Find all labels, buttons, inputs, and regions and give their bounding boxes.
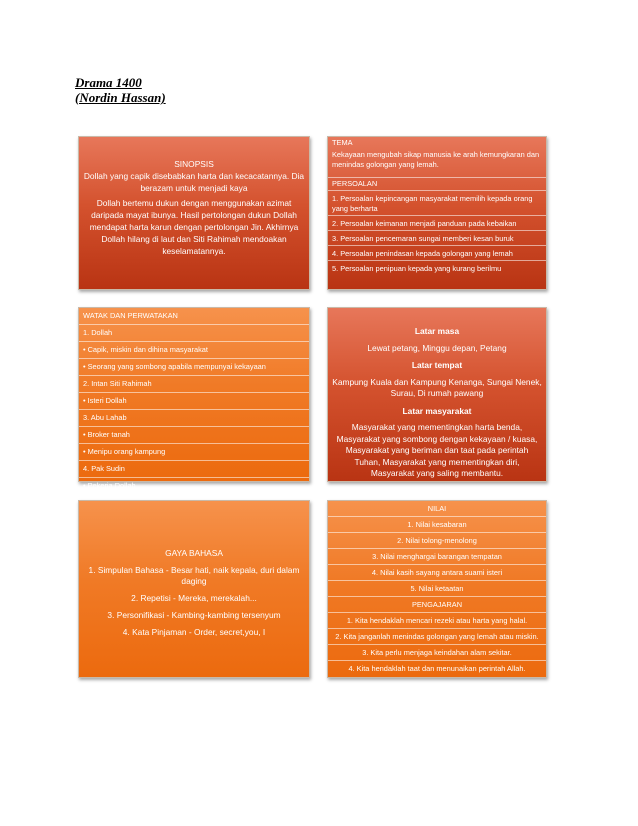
- watak-item: 3. Abu Lahab: [79, 409, 309, 426]
- gaya-bahasa-item: 2. Repetisi - Mereka, merekalah...: [131, 593, 257, 603]
- gaya-bahasa-heading: GAYA BAHASA: [165, 548, 223, 558]
- sinopsis-paragraph-2: Dollah bertemu dukun dengan menggunakan azimat daripada mayat ibunya. Hasil pertolongan dukun Dollah mendapat harta karun dengan pertolongan Jin. Akhirnya Dollah hilang di laut dan Siti Rahimah mendoakan keselamatannya.: [89, 198, 299, 256]
- latar-masa-heading: Latar masa: [414, 326, 460, 336]
- watak-card: [78, 307, 310, 490]
- watak-item: 1. Dollah: [79, 324, 309, 341]
- sinopsis-paragraph-1: Dollah yang capik disebabkan harta dan kecacatannya. Dia berazam untuk menjadi kaya: [83, 171, 305, 193]
- watak-item: 2. Intan Siti Rahimah: [79, 375, 309, 392]
- watak-item: • Pekerja Dollah: [79, 477, 309, 494]
- sinopsis-heading: SINOPSIS: [174, 159, 214, 169]
- watak-heading: WATAK DAN PERWATAKAN: [83, 311, 178, 320]
- watak-item: • Menipu orang kampung: [79, 443, 309, 460]
- gaya-bahasa-item: 4. Kata Pinjaman - Order, secret,you, I: [122, 627, 266, 637]
- persoalan-item: 1. Persoalan kepincangan masyarakat memilih kepada orang yang berharta: [328, 190, 546, 215]
- nilai-item: 1. Nilai kesabaran: [328, 516, 546, 532]
- watak-item: 4. Pak Sudin: [79, 460, 309, 477]
- document-title-block: [75, 75, 166, 105]
- persoalan-item: 5. Persoalan penipuan kepada yang kurang berilmu: [328, 260, 546, 275]
- nilai-item: 2. Nilai tolong-menolong: [328, 532, 546, 548]
- watak-item: • Capik, miskin dan dihina masyarakat: [79, 341, 309, 358]
- pengajaran-heading: PENGAJARAN: [328, 596, 546, 612]
- watak-item: • Seorang yang sombong apabila mempunyai kekayaan: [79, 358, 309, 375]
- nilai-card: [327, 500, 547, 678]
- pengajaran-item: 2. Kita janganlah menindas golongan yang lemah atau miskin.: [328, 628, 546, 644]
- sinopsis-card: [78, 136, 310, 290]
- persoalan-item: 4. Persoalan penindasan kepada golongan yang lemah: [328, 245, 546, 260]
- nilai-item: 5. Nilai ketaatan: [328, 580, 546, 596]
- drama-author: (Nordin Hassan): [75, 90, 166, 105]
- latar-masyarakat-heading: Latar masyarakat: [402, 405, 472, 416]
- persoalan-item: 3. Persoalan pencemaran sungai memberi kesan buruk: [328, 230, 546, 245]
- gaya-bahasa-card: [78, 500, 310, 678]
- latar-tempat-heading: Latar tempat: [411, 360, 463, 370]
- persoalan-item: 2. Persoalan keimanan menjadi panduan pada kebaikan: [328, 215, 546, 230]
- pengajaran-item: 3. Kita perlu menjaga keindahan alam sekitar.: [328, 644, 546, 660]
- tema-card: [327, 136, 547, 290]
- drama-title: Drama 1400: [75, 75, 142, 90]
- gaya-bahasa-item: 3. Personifikasi - Kambing-kambing tersenyum: [107, 610, 281, 620]
- watak-item: • Broker tanah: [79, 426, 309, 443]
- nilai-item: 4. Nilai kasih sayang antara suami isteri: [328, 564, 546, 580]
- latar-card: [327, 307, 547, 482]
- pengajaran-item: 4. Kita hendaklah taat dan menunaikan perintah Allah.: [328, 660, 546, 676]
- latar-masa-text: Lewat petang, Minggu depan, Petang: [367, 342, 507, 353]
- persoalan-heading: PERSOALAN: [328, 177, 546, 190]
- tema-heading: TEMA: [332, 138, 353, 147]
- latar-tempat-text: Kampung Kuala dan Kampung Kenanga, Sungai Nenek, Surau, Di rumah pawang: [332, 376, 542, 398]
- nilai-heading: NILAI: [427, 504, 447, 513]
- watak-item: • Isteri Dollah: [79, 392, 309, 409]
- nilai-item: 3. Nilai menghargai barangan tempatan: [328, 548, 546, 564]
- latar-masyarakat-text: Masyarakat yang mementingkan harta benda, Masyarakat yang sombong dengan kekayaan / kuasa, Masyarakat yang beriman dan taat pada perintah Tuhan, Masyarakat yang mementingkan diri, Masyarakat yang saling membantu.: [336, 422, 538, 478]
- tema-text: Kekayaan mengubah sikap manusia ke arah kemungkaran dan menindas golongan yang lemah.: [332, 150, 540, 169]
- gaya-bahasa-item: 1. Simpulan Bahasa - Besar hati, naik kepala, duri dalam daging: [88, 565, 300, 586]
- pengajaran-item: 1. Kita hendaklah mencari rezeki atau harta yang halal.: [328, 612, 546, 628]
